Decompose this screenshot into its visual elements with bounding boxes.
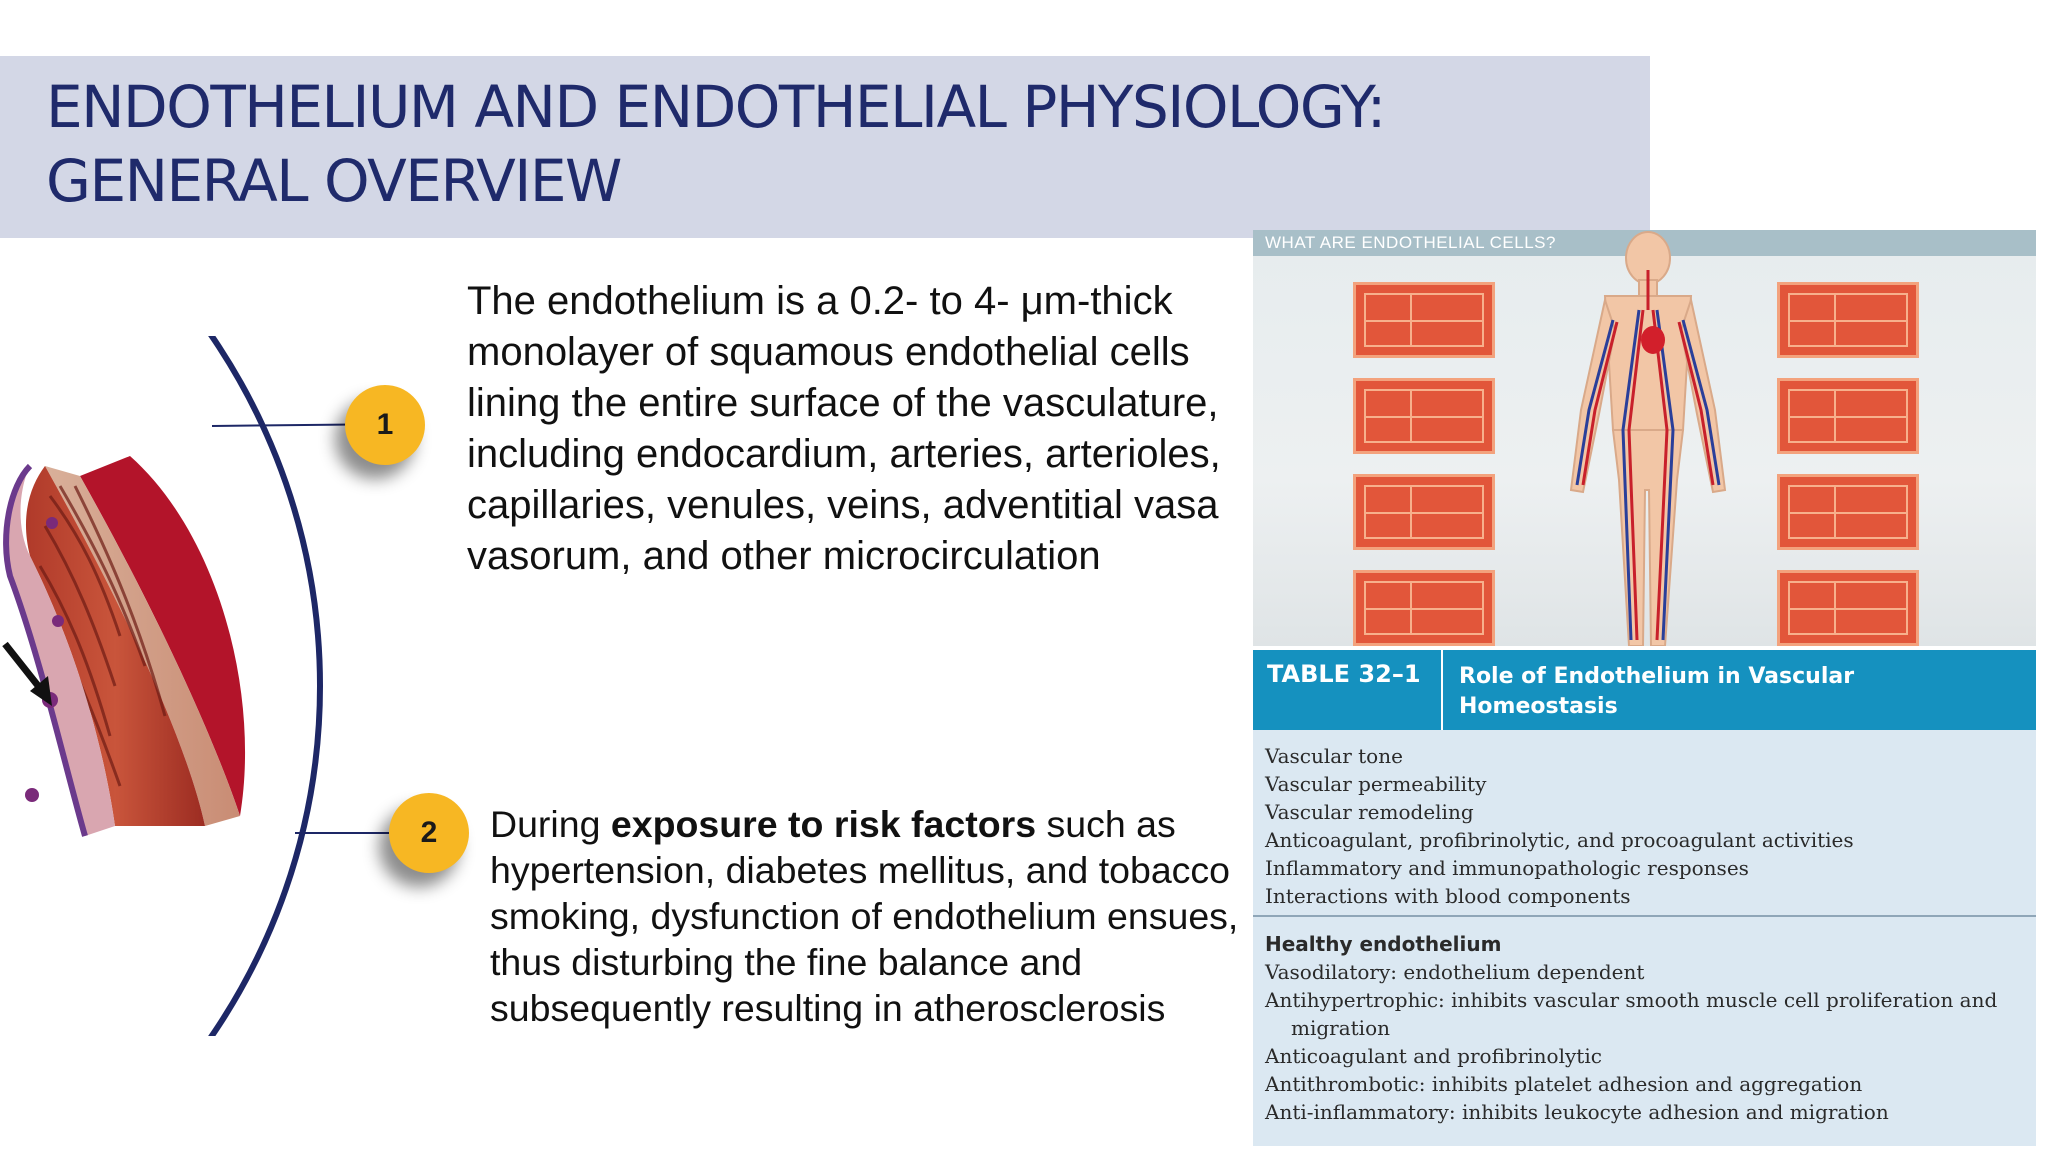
slide-title (46, 70, 1385, 218)
table-row: Anticoagulant, profibrinolytic, and procoagulant activities (1265, 828, 1854, 852)
table-row: Interactions with blood components (1265, 884, 1631, 908)
point-2-text (490, 801, 1250, 1031)
point-2-text-start: During (490, 803, 611, 845)
cell-tile (1353, 570, 1495, 646)
table-title: Role of Endothelium in Vascular Homeostasis (1459, 664, 1855, 719)
healthy-endothelium-heading: Healthy endothelium (1265, 932, 1502, 956)
cell-tile (1353, 378, 1495, 454)
table-row: Vasodilatory: endothelium dependent (1265, 960, 1645, 984)
table-row: Vascular tone (1265, 744, 1403, 768)
photo-caption: WHAT ARE ENDOTHELIAL CELLS? (1253, 230, 2036, 256)
cell-tile (1777, 282, 1919, 358)
point-1-badge: 1 (345, 385, 425, 465)
connector-line-2 (295, 832, 397, 834)
table-row: Inflammatory and immunopathologic responses (1265, 856, 1749, 880)
table-header-divider (1441, 650, 1443, 730)
table-divider (1253, 915, 2036, 917)
cell-tile (1777, 378, 1919, 454)
vessel-wall-illustration (0, 336, 324, 1036)
table-row: Vascular remodeling (1265, 800, 1474, 824)
cell-tile (1353, 282, 1495, 358)
table-row: Antithrombotic: inhibits platelet adhesion and aggregation (1265, 1072, 1863, 1096)
slide-title-line-1: ENDOTHELIUM AND ENDOTHELIAL PHYSIOLOGY: (46, 73, 1385, 141)
human-vascular-figure (1543, 230, 1753, 646)
table-32-1 (1253, 650, 2036, 1146)
slide-title-line-2: GENERAL OVERVIEW (46, 147, 621, 215)
endothelial-cells-photo (1253, 230, 2036, 646)
point-2-text-bold: exposure to risk factors (610, 803, 1037, 845)
table-header (1253, 650, 2036, 730)
cell-tile (1777, 570, 1919, 646)
cell-tile (1353, 474, 1495, 550)
table-row: Antihypertrophic: inhibits vascular smooth muscle cell proliferation and (1265, 988, 1998, 1012)
table-number: TABLE 32–1 (1267, 660, 1421, 688)
table-row: Anticoagulant and profibrinolytic (1265, 1044, 1602, 1068)
table-roles-list (1265, 742, 1854, 910)
table-row: Vascular permeability (1265, 772, 1487, 796)
point-2-badge: 2 (389, 793, 469, 873)
point-2-text-end: such as hypertension, diabetes mellitus, and tobacco smoking, dysfunction of endothelium ensues, thus disturbing the fine balance and subsequently resulting in atherosclerosis (490, 803, 1239, 1029)
table-row: migration (1291, 1016, 1391, 1040)
point-1-text: The endothelium is a 0.2- to 4- μm-thick monolayer of squamous endothelial cells lining the entire surface of the vasculature, including endocardium, arteries, arterioles, capillaries, venules, veins, adventitial vasa vasorum, and other microcirculation (467, 279, 1221, 578)
heart-icon (1641, 326, 1665, 354)
table-row: Anti-inflammatory: inhibits leukocyte adhesion and migration (1265, 1100, 1889, 1124)
healthy-endothelium-list (1265, 930, 2035, 1126)
cell-tile (1777, 474, 1919, 550)
